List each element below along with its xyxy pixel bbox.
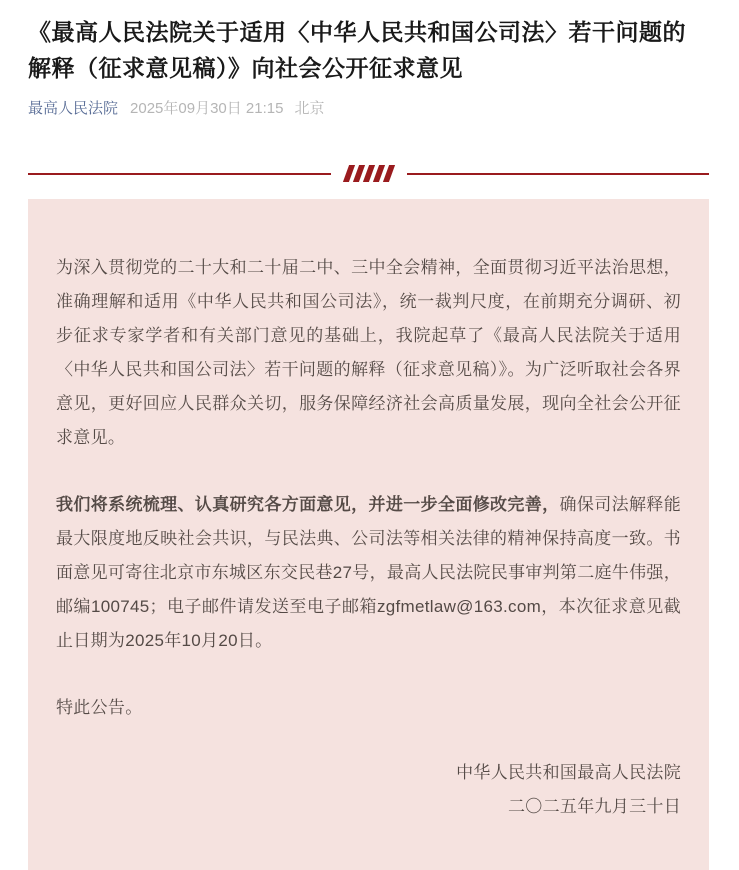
divider-line-right (407, 173, 710, 175)
paragraph-feedback-instructions (56, 488, 681, 658)
signature-date: 二〇二五年九月三十日 (508, 797, 681, 816)
section-divider (28, 165, 709, 182)
hazard-stripes-icon (344, 165, 394, 182)
divider-line-left (28, 173, 331, 175)
article-title: 《最高人民法院关于适用〈中华人民共和国公司法〉若干问题的解释（征求意见稿）》向社会公开征求意见 (28, 19, 686, 81)
signature-organization: 中华人民共和国最高人民法院 (456, 763, 681, 782)
byline (28, 98, 709, 119)
account-name-link[interactable]: 最高人民法院 (28, 100, 119, 117)
paragraph-feedback-bold-lead: 我们将系统梳理、认真研究各方面意见，并进一步全面修改完善， (56, 495, 560, 514)
announcement-box (28, 199, 709, 870)
publish-datetime: 2025年09月30日 21:15 (130, 100, 284, 117)
paragraph-drafting-background: 为深入贯彻党的二十大和二十届二中、三中全会精神，全面贯彻习近平法治思想，准确理解和适用《中华人民共和国公司法》，统一裁判尺度，在前期充分调研、初步征求专家学者和有关部门意见的基础上，我院起草了《最高人民法院关于适用〈中华人民共和国公司法〉若干问题的解释（征求意见稿）》。为广泛听取社会各界意见，更好回应人民群众关切，服务保障经济社会高质量发展，现向全社会公开征求意见。 (56, 258, 681, 447)
closing-line: 特此公告。 (56, 698, 143, 717)
publish-location: 北京 (294, 100, 325, 117)
paragraph-feedback-rest: 确保司法解释能最大限度地反映社会共识，与民法典、公司法等相关法律的精神保持高度一致。书面意见可寄往北京市东城区东交民巷27号，最高人民法院民事审判第二庭牛伟强，邮编100745；电子邮件请发送至电子邮箱zgfmetlaw@163.com，本次征求意见截止日期为2025年10月20日。 (56, 495, 682, 650)
signature-block (56, 756, 681, 824)
